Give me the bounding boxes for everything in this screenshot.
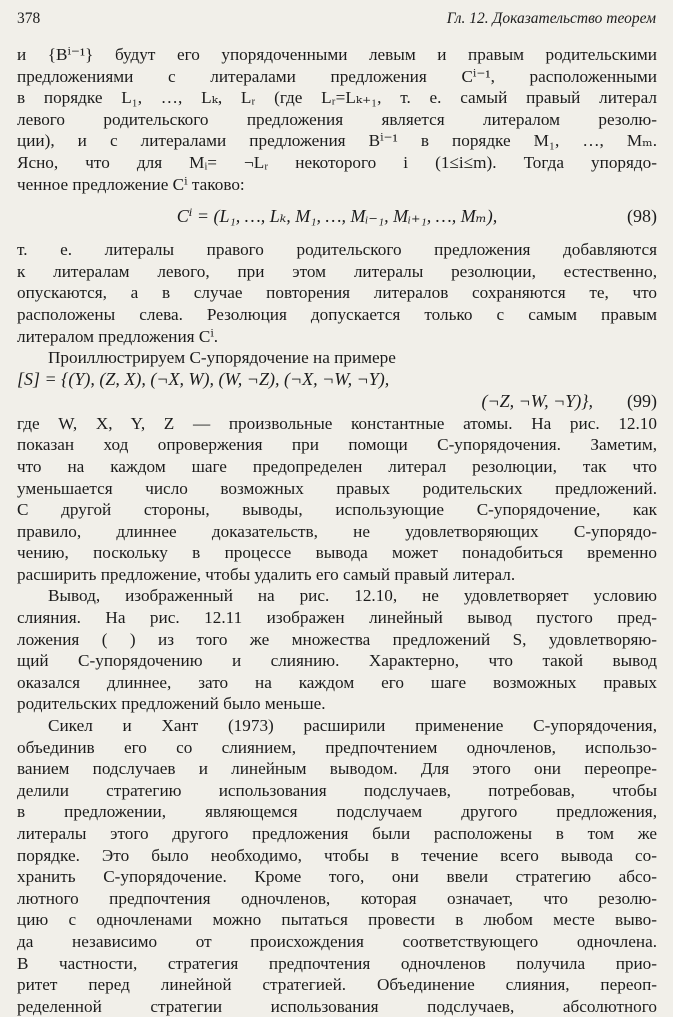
text-line: правило, длиннее доказательств, не удовлетворяющих C-упорядо- [17,521,657,541]
text-line: что на каждом шаге предопределен литерал резолюции, так что [17,456,657,476]
text-line: расположены слева. Резолюция допускается только с самым правым [17,304,657,324]
text-line: слияния. На рис. 12.11 изображен линейный вывод пустого пред- [17,608,657,628]
text-line: Вывод, изображенный на рис. 12.10, не удовлетворяет условию [48,586,657,606]
text-line: в предложении, являющемся подслучаем другого предложения, [17,802,657,822]
formula-line: (¬Z, ¬W, ¬Y)}, [481,390,593,411]
text-line: где W, X, Y, Z — произвольные константные атомы. На рис. 12.10 [17,413,657,433]
formula-text: Cⁱ = (L₁, …, Lₖ, M₁, …, Mᵢ₋₁, Mᵢ₊₁, …, Mₘ), [176,206,498,227]
text-line: к литералам левого, при этом литералы резолюции, естественно, [17,261,657,281]
text-line: порядке. Это было необходимо, чтобы в течение всего вывода со- [17,845,657,865]
text-line: в порядке L₁, …, Lₖ, Lᵣ (где Lᵣ=Lₖ₊₁, т. е. самый правый литерал [17,88,657,108]
formula-99 [17,369,657,413]
text-line: лютного предпочтения одночленов, которая означает, что резолю- [17,888,657,908]
text-line: расширить предложение, чтобы удалить его самый правый литерал. [17,564,516,584]
formula-98 [17,195,657,239]
text-line: щий C-упорядочению и слиянию. Характерно, что такой вывод [17,651,657,671]
text-line: литералом предложения Cⁱ. [17,326,219,346]
formula-line: [S] = {(Y), (Z, X), (¬X, W), (W, ¬Z), (¬X, ¬W, ¬Y), [17,368,390,389]
running-title: Гл. 12. Доказательство теорем [446,10,656,27]
text-line: ции), и с литералами предложения Bⁱ⁻¹ в порядке M₁, …, Mₘ. [17,131,657,151]
text-line: Проиллюстрируем C-упорядочение на примере [48,348,396,368]
text-line: левого родительского предложения является литералом резолю- [17,109,657,129]
page-number: 378 [17,10,41,27]
equation-number: (98) [627,206,657,227]
text-line: и {Bⁱ⁻¹} будут его упорядоченными левым и правым родительскими [17,45,657,64]
text-line: т. е. литералы правого родительского предложения добавляются [17,240,657,260]
text-line: В частности, стратегия предпочтения одночленов получила прио- [17,953,657,973]
page-header [17,10,656,32]
text-line: Сикел и Хант (1973) расширили применение C-упорядочения, [48,716,657,736]
text-line: родительских предложений было меньше. [17,694,326,714]
page-body [17,44,657,1017]
text-line: ложения ( ) из того же множества предложений S, удовлетворяю- [17,629,657,649]
text-line: показан ход опровержения при помощи C-упорядочения. Заметим, [17,435,657,455]
text-line: оказался длиннее, зато на каждом его шаге возможных правых [17,672,657,692]
text-line: хранить C-упорядочение. Кроме того, они ввели стратегию абсо- [17,867,657,887]
text-line: да независимо от происхождения соответствующего одночлена. [17,931,657,951]
text-line: опускаются, а в случае повторения литералов сохраняются те, что [17,283,657,303]
text-line: ванием подслучаев и линейным выводом. Для этого они переопре- [17,759,657,779]
text-line: ределенной стратегии использования подслучаев, абсолютного [17,996,657,1016]
text-line: Ясно, что для Mᵢ= ¬Lᵣ некоторого i (1≤i≤m). Тогда упорядо- [17,152,657,172]
text-line: литералы этого другого предложения были расположены в том же [17,824,657,843]
text-line: уменьшается число возможных правых родительских предложений. [17,478,657,498]
text-line: объединив его со слиянием, предпочтением одночленов, использо- [17,737,657,757]
text-line: цию с одночленами можно пытаться провести в любом месте выво- [17,910,657,930]
equation-number: (99) [627,390,657,411]
text-line: делили стратегию использования подслучаев, потребовав, чтобы [17,780,657,800]
text-line: ченное предложение Cⁱ таково: [17,174,245,194]
text-line: чению, поскольку в процессе вывода может понадобиться временно [17,543,657,563]
text-line: ритет перед линейной стратегией. Объединение слияния, переоп- [17,975,657,995]
text-line: С другой стороны, выводы, использующие C-упорядочение, как [17,500,657,520]
text-line: предложениями с литералами предложения Cⁱ⁻¹, расположенными [17,66,657,86]
